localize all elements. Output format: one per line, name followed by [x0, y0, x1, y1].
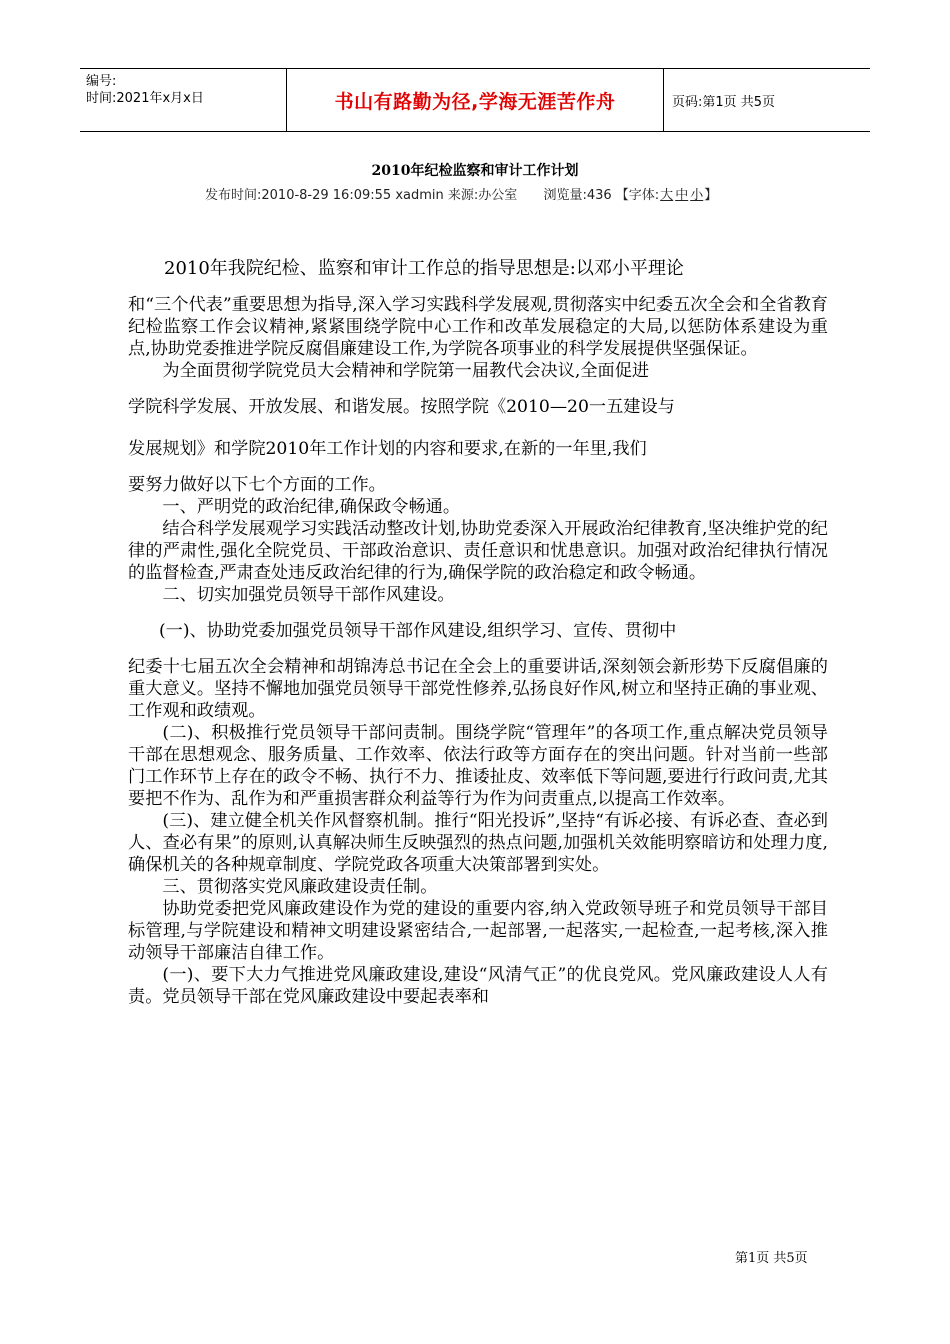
paragraph-1-first-line: 2010年我院纪检、监察和审计工作总的指导思想是:以邓小平理论	[164, 258, 684, 279]
section-3-item-1: (一)、要下大力气推进党风廉政建设,建设“风清气正”的优良党风。党风廉政建设人人有责。党员领导干部在党风廉政建设中要起表率和	[128, 965, 828, 1007]
section-1-body: 结合科学发展观学习实践活动整改计划,协助党委深入开展政治纪律教育,坚决维护党的纪律的严肃性,强化全院党员、干部政治意识、责任意识和忧患意识。加强对政治纪律执行情况的监督检查,严肃查处违反政治纪律的行为,确保学院的政治稳定和政令畅通。	[128, 519, 828, 583]
number-label: 编号:	[86, 74, 117, 89]
header-info	[80, 69, 286, 131]
section-1-heading: 一、严明党的政治纪律,确保政令畅通。	[162, 497, 461, 517]
page-footer: 第1页 共5页	[735, 1251, 808, 1266]
section-3-heading: 三、贯彻落实党风廉政建设责任制。	[162, 877, 438, 897]
paragraph-2-line-1: 为全面贯彻学院党员大会精神和学院第一届教代会决议,全面促进	[162, 361, 650, 381]
source: 来源:办公室	[447, 188, 518, 203]
paragraph-2-line-2: 学院科学发展、开放发展、和谐发展。按照学院《2010—20一五建设与	[128, 397, 675, 417]
section-2-item-1-first-line: (一)、协助党委加强党员领导干部作风建设,组织学习、宣传、贯彻中	[158, 621, 677, 641]
font-large-link[interactable]: 大	[660, 188, 674, 203]
section-2-heading: 二、切实加强党员领导干部作风建设。	[162, 585, 455, 605]
author: xadmin	[395, 188, 444, 203]
view-count: 浏览量:436	[543, 188, 612, 203]
section-2-item-2: (二)、积极推行党员领导干部问责制。围绕学院“管理年”的各项工作,重点解决党员领导干部在思想观念、服务质量、工作效率、依法行政等方面存在的突出问题。针对当前一些部门工作环节上存在的政令不畅、执行不力、推诿扯皮、效率低下等问题,要进行行政问责,尤其要把不作为、乱作为和严重损害群众利益等行为作为问责重点,以提高工作效率。	[128, 723, 828, 809]
section-3-body: 协助党委把党风廉政建设作为党的建设的重要内容,纳入党政领导班子和党员领导干部目标管理,与学院建设和精神文明建设紧密结合,一起部署,一起落实,一起检查,一起考核,深入推动领导干部廉洁自律工作。	[128, 899, 828, 963]
article-title: 2010年纪检监察和审计工作计划	[371, 163, 579, 179]
time-label: 时间:2021年x月x日	[86, 91, 204, 106]
page-label: 页码:第1页 共5页	[672, 94, 776, 110]
font-medium-link[interactable]: 中	[675, 188, 689, 203]
article-body	[128, 258, 828, 1008]
motto: 书山有路勤为径,学海无涯苦作舟	[286, 69, 664, 131]
font-small-link[interactable]: 小	[690, 188, 704, 203]
document-header	[80, 68, 870, 132]
paragraph-2-line-3: 发展规划》和学院2010年工作计划的内容和要求,在新的一年里,我们	[128, 439, 647, 459]
paragraph-2-line-4: 要努力做好以下七个方面的工作。	[128, 475, 386, 495]
font-size-suffix: 】	[704, 188, 718, 203]
article-meta	[205, 184, 865, 203]
publish-time: 发布时间:2010-8-29 16:09:55	[205, 188, 392, 203]
font-size-prefix: 【字体:	[615, 188, 660, 203]
paragraph-1-rest: 和“三个代表”重要思想为指导,深入学习实践科学发展观,贯彻落实中纪委五次全会和全省教育纪检监察工作会议精神,紧紧围绕学院中心工作和改革发展稳定的大局,以惩防体系建设为重点,协助党委推进学院反腐倡廉建设工作,为学院各项事业的科学发展提供坚强保证。	[128, 295, 828, 359]
section-2-item-1-rest: 纪委十七届五次全会精神和胡锦涛总书记在全会上的重要讲话,深刻领会新形势下反腐倡廉的重大意义。坚持不懈地加强党员领导干部党性修养,弘扬良好作风,树立和坚持正确的事业观、工作观和政绩观。	[128, 657, 828, 721]
section-2-item-3: (三)、建立健全机关作风督察机制。推行“阳光投诉”,坚持“有诉必接、有诉必查、查必到人、查必有果”的原则,认真解决师生反映强烈的热点问题,加强机关效能明察暗访和处理力度,确保机关的各种规章制度、学院党政各项重大决策部署到实处。	[128, 811, 828, 875]
